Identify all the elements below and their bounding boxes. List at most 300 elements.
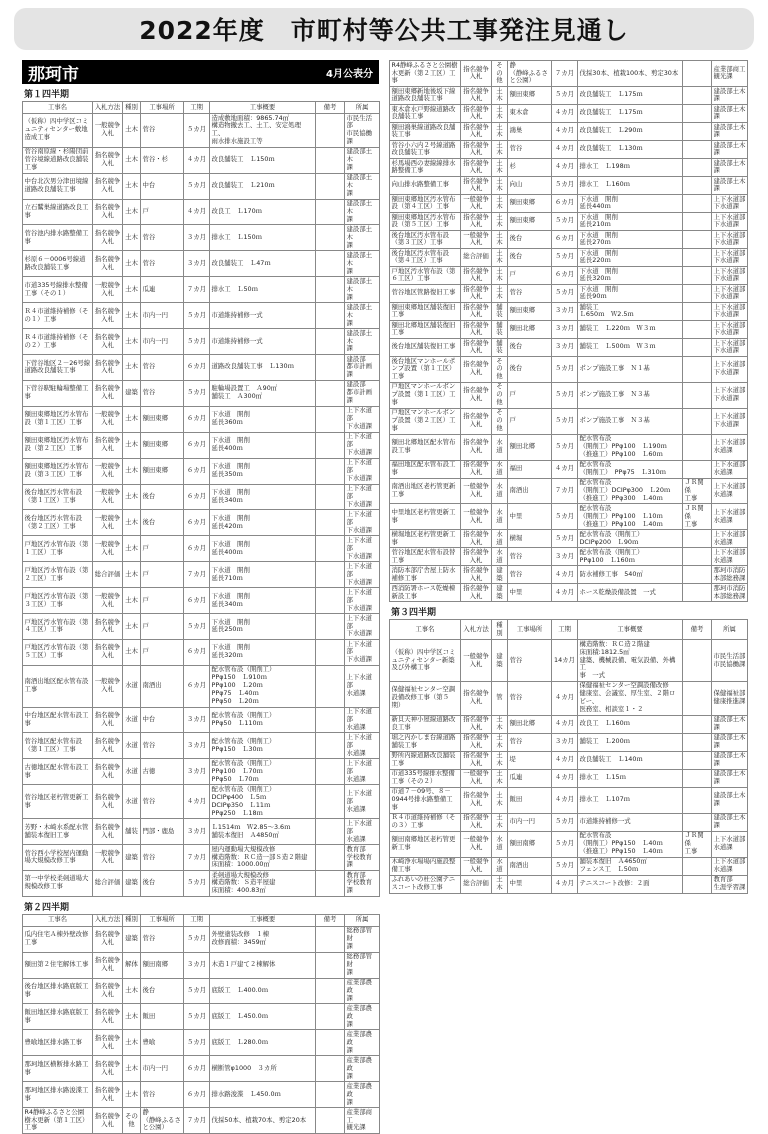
cell-bid-method: 指名競争 入札: [461, 104, 492, 122]
cell-summary: 下水道 開削 延長400ｍ: [210, 536, 316, 562]
cell-summary: 下水道 開削 延長340ｍ: [210, 588, 316, 614]
cell-category: 土木: [492, 176, 508, 194]
cell-remarks: [316, 380, 345, 406]
table-row: [390, 338, 748, 356]
cell-department: 上下水道部 水道課: [345, 759, 380, 785]
cell-category: 土木: [123, 536, 141, 562]
cell-summary: 保健福祉センター空調設備改修 健康室、会議室、厚生室、２階ロビー、 医務室、相談室１・２: [578, 681, 683, 715]
cell-project-name: Ｒ４市道維持補修（その１）工事: [23, 303, 93, 329]
cell-department: 産業部商工 観光課: [712, 61, 748, 87]
cell-department: 上下水道部 水道課: [712, 831, 748, 857]
cell-bid-method: 一般競争 入札: [461, 504, 492, 530]
cell-location: 後台: [141, 870, 184, 896]
table-row: [390, 248, 748, 266]
cell-location: 市内一円: [141, 303, 184, 329]
cell-location: 戸: [141, 199, 184, 225]
cell-summary: 市道維持補修一式: [578, 813, 683, 831]
cell-duration: ６カ月: [184, 458, 210, 484]
cell-category: 水道: [123, 785, 141, 819]
cell-department: 保健福祉部 健康推進課: [712, 681, 748, 715]
cell-department: 建設部土木 課: [712, 158, 748, 176]
cell-remarks: [316, 665, 345, 707]
cell-summary: 配水管布設（開削工） DCIPφ200 Ｌ90ｍ: [578, 530, 683, 548]
cell-remarks: ＪＲ関係 工事: [683, 504, 712, 530]
cell-bid-method: 指名競争 入札: [93, 1108, 123, 1134]
cell-summary: 道路改良舗装工事 Ｌ130ｍ: [210, 354, 316, 380]
cell-duration: ５カ月: [184, 870, 210, 896]
cell-bid-method: 指名競争 入札: [93, 707, 123, 733]
cell-bid-method: 指名競争 入札: [461, 787, 492, 813]
left-column: [22, 60, 379, 1134]
cell-remarks: [683, 787, 712, 813]
cell-summary: 下水道 開削 延長340ｍ: [210, 484, 316, 510]
cell-summary: 配水管布設 （開削工）PPφ100 Ｌ10ｍ （推進工）PPφ100 Ｌ40ｍ: [578, 504, 683, 530]
cell-department: 上下水道部 下水道課: [712, 266, 748, 284]
cell-summary: 配水管布設 （開削工）PPφ150 Ｌ40ｍ （推進工）PPφ150 Ｌ40ｍ: [578, 831, 683, 857]
cell-project-name: 木崎浄水場場内施設整備工事: [390, 857, 461, 875]
table-row: [23, 173, 380, 199]
cell-summary: Ｌ1514ｍ Ｗ2.85～3.6ｍ 舗装本復旧 Ａ4850㎡: [210, 819, 316, 845]
cell-remarks: [316, 199, 345, 225]
cell-location: 飯田: [508, 787, 552, 813]
cell-bid-method: 一般競争 入札: [461, 640, 492, 682]
table-row: [390, 504, 748, 530]
cell-bid-method: 指名競争 入札: [461, 176, 492, 194]
cell-bid-method: 指名競争 入札: [461, 434, 492, 460]
cell-department: 産業部農政 課: [345, 978, 380, 1004]
cell-department: 産業部農政 課: [345, 1004, 380, 1030]
table-row: [390, 194, 748, 212]
table-row: [23, 380, 380, 406]
table-row: [23, 978, 380, 1004]
table-row: [23, 759, 380, 785]
cell-project-name: 菅谷南原線・杉陽団前菅谷境線道路改良舗装工事: [23, 147, 93, 173]
cell-summary: 下水道 開削 延長250ｍ: [210, 614, 316, 640]
cell-duration: ６カ月: [184, 665, 210, 707]
cell-category: 水道: [123, 707, 141, 733]
cell-location: 戸: [141, 588, 184, 614]
cell-department: 教育部 生涯学習課: [712, 875, 748, 893]
cell-duration: ７カ月: [552, 478, 578, 504]
table-row: [390, 478, 748, 504]
cell-category: 土木: [123, 406, 141, 432]
cell-duration: ４カ月: [184, 199, 210, 225]
cell-category: 土木: [492, 194, 508, 212]
cell-summary: 駐輪場設置工 Ａ90㎡ 舗装工 Ａ300㎡: [210, 380, 316, 406]
cell-remarks: [316, 614, 345, 640]
cell-duration: ６カ月: [552, 266, 578, 284]
cell-department: 上下水道部 下水道課: [345, 510, 380, 536]
cell-remarks: [683, 61, 712, 87]
cell-department: 上下水道部 水道課: [712, 478, 748, 504]
cell-department: 建設部 都市計画課: [345, 380, 380, 406]
cell-remarks: [316, 484, 345, 510]
cell-summary: 横断管φ1000 ３カ所: [210, 1056, 316, 1082]
cell-department: 建設部土木 課: [345, 329, 380, 355]
cell-duration: ３カ月: [184, 707, 210, 733]
cell-category: 水道: [492, 857, 508, 875]
cell-remarks: [683, 302, 712, 320]
cell-project-name: 戸地区汚水管布設（第１工区）工事: [23, 536, 93, 562]
table-row: [23, 536, 380, 562]
cell-remarks: [316, 147, 345, 173]
column-header-category: 種別: [492, 620, 508, 640]
cell-summary: 柔剣道場大規模改修 構造階数：Ｓ造平屋建 床面積：400.83㎡: [210, 870, 316, 896]
cell-duration: ５カ月: [552, 504, 578, 530]
cell-duration: ５カ月: [184, 1004, 210, 1030]
cell-summary: 下水道 開削 延長400ｍ: [210, 432, 316, 458]
cell-summary: 改良舗装工 Ｌ175ｍ: [578, 104, 683, 122]
cell-project-name: （仮称）四中学区コミュニティセンター敷地造成工事: [23, 113, 93, 147]
cell-department: 上下水道部 下水道課: [712, 212, 748, 230]
cell-category: その 他: [492, 356, 508, 382]
cell-bid-method: 指名競争 入札: [461, 460, 492, 478]
cell-department: 上下水道部 水道課: [345, 785, 380, 819]
table-row: [390, 715, 748, 733]
cell-bid-method: 指名競争 入札: [461, 382, 492, 408]
cell-summary: 防水補修工事 540㎡: [578, 566, 683, 584]
cell-location: 中台: [141, 173, 184, 199]
cell-summary: 配水管布設 （開削工） PPφ75 Ｌ310ｍ: [578, 460, 683, 478]
cell-remarks: [683, 382, 712, 408]
cell-project-name: 後台地区汚水管布設（第２工区）工事: [23, 510, 93, 536]
cell-department: 上下水道部 水道課: [712, 504, 748, 530]
cell-bid-method: 一般競争 入札: [461, 831, 492, 857]
cell-location: 額田東郷: [141, 406, 184, 432]
cell-department: 上下水道部 下水道課: [712, 320, 748, 338]
cell-project-name: 中里地区老朽管更新工事: [390, 504, 461, 530]
cell-summary: 改良舗装工 Ｌ140ｍ: [578, 751, 683, 769]
cell-location: 菅谷: [508, 681, 552, 715]
cell-category: 水道: [492, 460, 508, 478]
cell-duration: ５カ月: [552, 813, 578, 831]
cell-location: 中里: [508, 875, 552, 893]
cell-location: 菅谷・杉: [141, 147, 184, 173]
cell-category: 土木: [123, 113, 141, 147]
cell-remarks: [683, 813, 712, 831]
table-row: [23, 484, 380, 510]
table-row: [390, 566, 748, 584]
cell-location: 菅谷: [141, 845, 184, 871]
cell-category: 土木: [123, 562, 141, 588]
quarter-2-label: 第２四半期: [24, 902, 70, 913]
cell-department: 市民生活部 市民協働課: [712, 640, 748, 682]
cell-project-name: 堀之内かしま台線道路舗装工事: [390, 733, 461, 751]
cell-department: 建設部土木 課: [712, 176, 748, 194]
column-header-location: 工事場所: [141, 914, 184, 926]
cell-project-name: R4静峰ふるさと公園樹木更新（第１工区）工事: [23, 1108, 93, 1134]
table-row: [23, 1004, 380, 1030]
cell-project-name: 消防本部庁舎屋上防水補修工事: [390, 566, 461, 584]
cell-summary: 造成敷地面積：9865.74㎡ 構造物撤去工、土工、安定処理工、 雨水排水施設工等: [210, 113, 316, 147]
cell-department: 産業部農政 課: [345, 1030, 380, 1056]
cell-bid-method: 一般競争 入札: [461, 769, 492, 787]
cell-summary: 配水管布設（開削工） PPφ150 Ｌ30ｍ: [210, 733, 316, 759]
cell-summary: 舗装工 Ｌ200ｍ: [578, 733, 683, 751]
column-header-remarks: 備考: [316, 102, 345, 114]
cell-duration: ３カ月: [552, 733, 578, 751]
cell-duration: ４カ月: [552, 681, 578, 715]
cell-duration: 14カ月: [552, 640, 578, 682]
cell-duration: ７カ月: [184, 845, 210, 871]
cell-remarks: [316, 354, 345, 380]
cell-bid-method: 総合評価: [461, 248, 492, 266]
cell-duration: ５カ月: [552, 408, 578, 434]
cell-location: 豊喰: [141, 1030, 184, 1056]
cell-project-name: ふれあいの杜公園テニスコート改修工事: [390, 875, 461, 893]
cell-category: 土木: [492, 875, 508, 893]
cell-duration: ６カ月: [184, 1082, 210, 1108]
cell-category: 土木: [492, 104, 508, 122]
cell-summary: 下水道 開削 延長440ｍ: [578, 194, 683, 212]
cell-category: 建築: [492, 584, 508, 602]
cell-bid-method: 指名競争 入札: [93, 639, 123, 665]
cell-project-name: 戸地区汚水管布設（第５工区）工事: [23, 639, 93, 665]
cell-location: 菅谷: [141, 225, 184, 251]
column-header-department: 所属: [712, 620, 748, 640]
cell-summary: 舗装工 Ｌ500ｍ Ｗ３ｍ: [578, 338, 683, 356]
cell-category: 土木: [123, 614, 141, 640]
cell-category: 土木: [492, 140, 508, 158]
cell-duration: ５カ月: [552, 434, 578, 460]
cell-remarks: [316, 845, 345, 871]
column-header-duration: 工期: [184, 914, 210, 926]
table-row: [23, 1056, 380, 1082]
cell-location: 額田北郷: [508, 320, 552, 338]
cell-category: 管: [492, 681, 508, 715]
column-header-location: 工事場所: [508, 620, 552, 640]
cell-category: 土木: [492, 266, 508, 284]
table-row: [23, 277, 380, 303]
cell-bid-method: 指名競争 入札: [461, 320, 492, 338]
cell-duration: ６カ月: [184, 484, 210, 510]
table-row: [23, 665, 380, 707]
column-header-department: 所属: [345, 914, 380, 926]
cell-category: 舗装: [492, 302, 508, 320]
table-row: [390, 460, 748, 478]
table-row: [23, 147, 380, 173]
cell-location: 菅谷: [141, 251, 184, 277]
cell-project-name: 福田地区配水管布設工事: [390, 460, 461, 478]
table-row: [23, 952, 380, 978]
cell-category: 建築: [123, 845, 141, 871]
cell-department: 建設部土木 課: [345, 303, 380, 329]
cell-category: 水道: [492, 530, 508, 548]
column-header-project-name: 工事名: [23, 914, 93, 926]
cell-duration: ５カ月: [552, 356, 578, 382]
cell-duration: ４カ月: [552, 104, 578, 122]
table-row: [23, 432, 380, 458]
cell-summary: 下水道 開削 延長210ｍ: [578, 212, 683, 230]
cell-location: 後台: [508, 356, 552, 382]
table-row: [23, 1082, 380, 1108]
cell-category: 土木: [123, 277, 141, 303]
table-row: [390, 548, 748, 566]
cell-remarks: [316, 926, 345, 952]
cell-remarks: [683, 769, 712, 787]
cell-duration: ５カ月: [184, 614, 210, 640]
cell-duration: ４カ月: [552, 787, 578, 813]
cell-project-name: 市道335号線排水整備工事（その１）: [23, 277, 93, 303]
cell-location: 額田南郷: [508, 831, 552, 857]
cell-duration: ３カ月: [184, 819, 210, 845]
cell-summary: 排水工 Ｌ150ｍ: [210, 225, 316, 251]
cell-bid-method: 総合評価: [93, 562, 123, 588]
cell-project-name: 東木倉水戸野線道路改良舗装工事: [390, 104, 461, 122]
cell-summary: 配水管布設 （開削工）PPφ100 Ｌ190ｍ （推進工）PPφ100 Ｌ60ｍ: [578, 434, 683, 460]
cell-bid-method: 指名競争 入札: [461, 530, 492, 548]
cell-department: 建設部土木 課: [712, 751, 748, 769]
cell-summary: 伐採30本、植栽100本、剪定30本: [578, 61, 683, 87]
cell-summary: 下水道 開削 延長360ｍ: [210, 406, 316, 432]
cell-bid-method: 一般競争 入札: [93, 588, 123, 614]
cell-summary: 構造階数：ＲＣ造２階建 床面積:1812.5㎡ 建築、機械設備、電気設備、外構工 事 一式: [578, 640, 683, 682]
cell-project-name: 戸地区汚水管布設（第３工区）工事: [23, 588, 93, 614]
cell-duration: ３カ月: [552, 320, 578, 338]
cell-bid-method: 指名競争 入札: [93, 303, 123, 329]
cell-remarks: [316, 277, 345, 303]
cell-summary: 排水工 Ｌ15ｍ: [578, 769, 683, 787]
cell-project-name: 額田東郷地区汚水管布設（第４工区）工事: [390, 194, 461, 212]
cell-duration: ５カ月: [184, 173, 210, 199]
table-row: [390, 104, 748, 122]
cell-bid-method: 指名競争 入札: [93, 380, 123, 406]
cell-duration: ３カ月: [552, 338, 578, 356]
cell-department: 上下水道部 水道課: [345, 733, 380, 759]
cell-category: 土木: [492, 230, 508, 248]
cell-duration: ５カ月: [184, 329, 210, 355]
cell-department: 上下水道部 下水道課: [345, 406, 380, 432]
cell-project-name: Ｒ４市道維持補修（その２）工事: [23, 329, 93, 355]
cell-summary: 下水道 開削 延長320ｍ: [210, 639, 316, 665]
column-header-category: 種別: [123, 914, 141, 926]
cell-summary: 底版工 Ｌ450.0ｍ: [210, 1004, 316, 1030]
column-header-project-name: 工事名: [23, 102, 93, 114]
cell-duration: ５カ月: [184, 380, 210, 406]
cell-project-name: 那珂地区横断排水路工事: [23, 1056, 93, 1082]
cell-remarks: [316, 432, 345, 458]
cell-bid-method: 指名競争 入札: [461, 751, 492, 769]
cell-location: 菅谷: [141, 1082, 184, 1108]
cell-duration: ５カ月: [552, 530, 578, 548]
cell-category: 建築: [123, 926, 141, 952]
cell-category: 土木: [492, 733, 508, 751]
cell-project-name: 額田東郷地区汚水管布設（第３工区）工事: [23, 458, 93, 484]
cell-bid-method: 一般競争 入札: [93, 665, 123, 707]
cell-department: 建設部土木 課: [345, 173, 380, 199]
column-header-summary: 工事概要: [578, 620, 683, 640]
cell-location: 静 （静峰ふるさと公園）: [141, 1108, 184, 1134]
table-row: [390, 382, 748, 408]
cell-project-name: 保健福祉センター空調設備改修工事（第５期）: [390, 681, 461, 715]
cell-duration: ４カ月: [552, 460, 578, 478]
cell-category: 土木: [492, 86, 508, 104]
table-header-row: [23, 102, 380, 114]
cell-department: 上下水道部 水道課: [712, 460, 748, 478]
cell-bid-method: 一般競争 入札: [93, 845, 123, 871]
cell-location: 中台: [141, 707, 184, 733]
cell-department: 建設部土木 課: [712, 86, 748, 104]
cell-category: 水道: [123, 759, 141, 785]
quarter-2-table-continued: [389, 60, 748, 602]
cell-department: 那珂市消防 本部総務課: [712, 566, 748, 584]
cell-location: 東木倉: [508, 104, 552, 122]
cell-bid-method: 指名競争 入札: [93, 733, 123, 759]
cell-remarks: [683, 140, 712, 158]
cell-duration: ５カ月: [184, 113, 210, 147]
cell-summary: 改良舗装工 Ｌ47ｍ: [210, 251, 316, 277]
cell-category: 水道: [492, 548, 508, 566]
cell-summary: 底版工 Ｌ280.0ｍ: [210, 1030, 316, 1056]
cell-bid-method: 指名競争 入札: [461, 733, 492, 751]
cell-duration: ４カ月: [552, 122, 578, 140]
cell-duration: ３カ月: [552, 548, 578, 566]
table-row: [390, 681, 748, 715]
cell-category: 土木: [123, 1004, 141, 1030]
cell-duration: ５カ月: [184, 978, 210, 1004]
table-row: [390, 284, 748, 302]
cell-location: 戸: [508, 266, 552, 284]
cell-bid-method: 指名競争 入札: [93, 1056, 123, 1082]
cell-project-name: 中台地区配水管布設工事: [23, 707, 93, 733]
cell-project-name: 菅谷地区老朽管更新工事: [23, 785, 93, 819]
cell-bid-method: 指名競争 入札: [461, 86, 492, 104]
cell-project-name: 後台地区舗装復旧工事: [390, 338, 461, 356]
table-row: [23, 510, 380, 536]
quarter-3-table: [389, 619, 748, 893]
cell-duration: ３カ月: [184, 225, 210, 251]
cell-department: 市民生活部 市民協働課: [345, 113, 380, 147]
cell-department: 建設部土木 課: [712, 122, 748, 140]
cell-summary: 外壁塗装改修 １棟 改修面積：3459㎡: [210, 926, 316, 952]
cell-bid-method: 指名競争 入札: [93, 147, 123, 173]
cell-bid-method: 指名競争 入札: [461, 566, 492, 584]
cell-location: 額田東郷: [141, 458, 184, 484]
cell-remarks: [683, 548, 712, 566]
cell-location: 戸: [141, 639, 184, 665]
cell-project-name: 戸地区汚水管布設（第６工区）工事: [390, 266, 461, 284]
cell-bid-method: 指名競争 入札: [461, 813, 492, 831]
cell-project-name: 向山排水路整備工事: [390, 176, 461, 194]
table-row: [390, 751, 748, 769]
cell-remarks: [683, 875, 712, 893]
cell-category: 水道: [123, 665, 141, 707]
cell-duration: ４カ月: [552, 158, 578, 176]
cell-project-name: 那珂地区排水路浚渫工事: [23, 1082, 93, 1108]
cell-bid-method: 指名競争 入札: [461, 584, 492, 602]
cell-bid-method: 指名競争 入札: [93, 354, 123, 380]
cell-summary: 改良舗装工 Ｌ130ｍ: [578, 140, 683, 158]
cell-location: 菅谷: [141, 380, 184, 406]
column-header-bid-method: 入札方法: [461, 620, 492, 640]
cell-summary: 配水管布設（開削工） PPφ150 Ｌ910ｍ PPφ100 Ｌ20ｍ PPφ75 Ｌ40ｍ PPφ50 Ｌ20ｍ: [210, 665, 316, 707]
cell-bid-method: 一般競争 入札: [461, 857, 492, 875]
cell-duration: ３カ月: [184, 759, 210, 785]
cell-location: 市内一円: [141, 1056, 184, 1082]
cell-department: 上下水道部 水道課: [345, 707, 380, 733]
cell-summary: 舗装工 Ｌ220ｍ Ｗ３ｍ: [578, 320, 683, 338]
cell-summary: 舗装本復旧 Ａ4650㎡ フェンス工 Ｌ50ｍ: [578, 857, 683, 875]
cell-bid-method: 指名競争 入札: [93, 251, 123, 277]
cell-department: 上下水道部 下水道課: [345, 639, 380, 665]
cell-location: 額田東郷: [508, 194, 552, 212]
cell-duration: ３カ月: [184, 251, 210, 277]
cell-summary: ポンプ施設工事 Ｎ３基: [578, 382, 683, 408]
cell-category: 土木: [123, 303, 141, 329]
cell-remarks: [316, 251, 345, 277]
cell-summary: 排水工 Ｌ160ｍ: [578, 176, 683, 194]
table-row: [390, 320, 748, 338]
